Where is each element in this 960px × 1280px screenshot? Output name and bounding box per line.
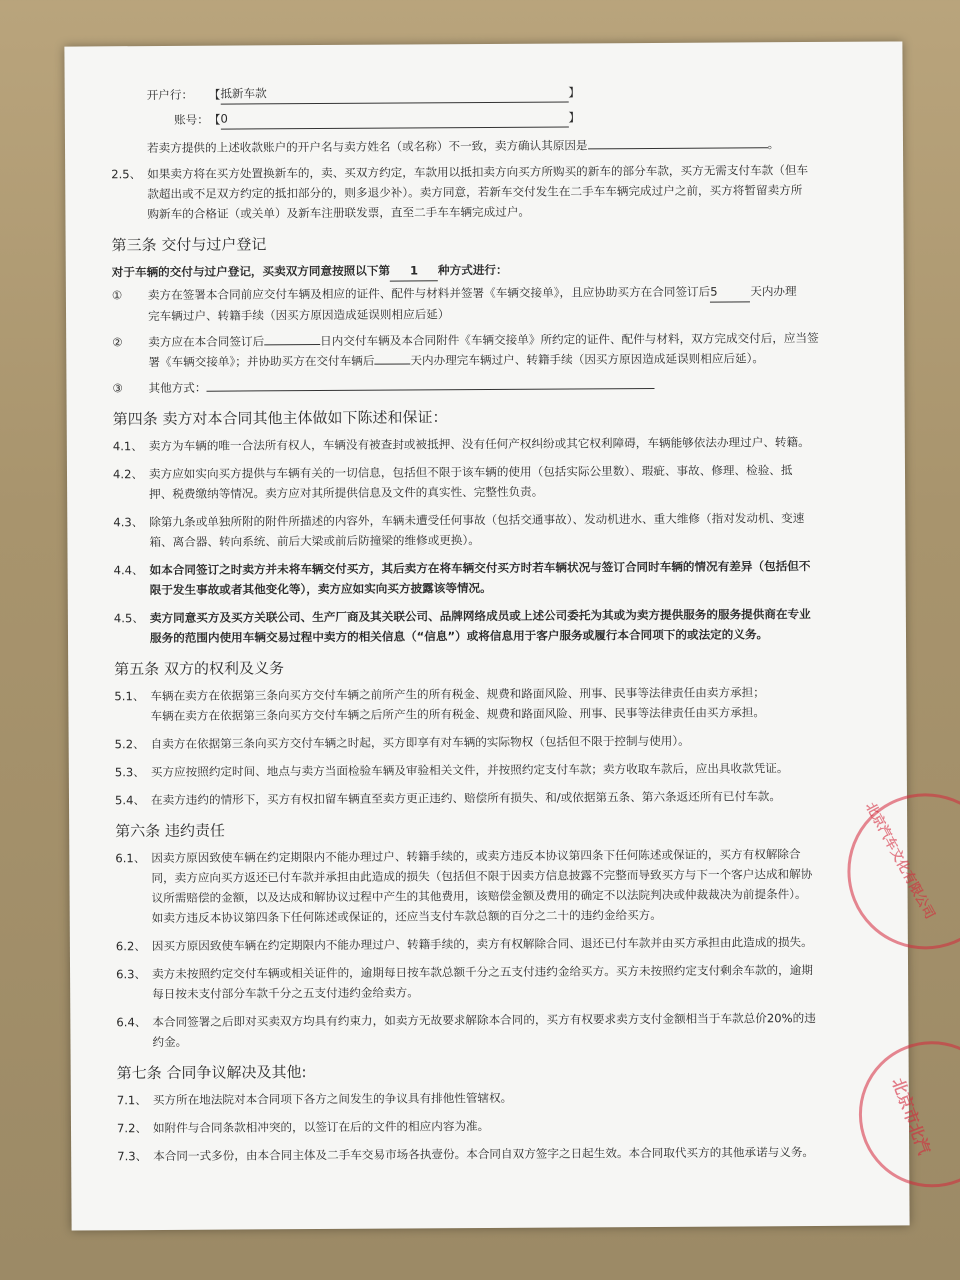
clause-number: 5.2、 — [114, 737, 145, 752]
clause-line: 买方所在地法院对本合同项下各方之间发生的争议具有排他性管辖权。 — [152, 1090, 513, 1108]
art7-clause — [117, 1114, 877, 1139]
clause-line: 自卖方在依据第三条向买方交付车辆之时起，买方即享有对车辆的实际物权（包括但不限于控制与使用）。 — [150, 733, 690, 752]
clause-text — [151, 786, 875, 810]
clause-text — [149, 460, 873, 504]
clause-number: 6.1、 — [115, 851, 146, 866]
contract-content — [111, 80, 878, 1175]
company-seal: 北京汽车文化有限公司 — [847, 793, 960, 950]
art4-clause — [114, 556, 874, 601]
clause-line: 如卖方违反本协议第四条下任何陈述或保证的，还应当支付车款总额的百分之二十的违约金给买方。 — [151, 907, 662, 926]
article-4-title: 第四条 卖方对本合同其他主体做如下陈述和保证： — [112, 408, 448, 429]
mismatch-line: 若卖方提供的上述收款账户的开户名与卖方姓名（或名称）不一致，卖方确认其原因是 。 — [146, 137, 780, 156]
clause-text — [149, 432, 873, 456]
art4-clause — [114, 604, 874, 649]
option-2: ② 卖方应在本合同签订后 日内交付车辆及本合同附件《车辆交接单》所约定的证件、配件与材料，双方完成交付后，应当签 署《车辆交接单》；并协助买方在交付车辆后 天内办理完车辆过户、转籍手续（因买方原因造成延误则相应后延）。 — [112, 330, 819, 370]
account-left-bracket: 【 — [208, 112, 221, 127]
clause-line: 约金。 — [152, 1034, 188, 1050]
clause-line: 议所需赔偿的金额，以及达成和解协议过程中产生的其他费用，该赔偿金额及费用的确定不以法院判决或仲裁裁决为前提条件）。 — [151, 887, 807, 906]
clause-line: 卖方同意买方及买方关联公司、生产厂商及其关联公司、品牌网络成员或上述公司委托为其或为卖方提供服务的服务提供商在专业 — [149, 607, 811, 626]
clause-number: 4.2、 — [112, 467, 144, 482]
clause-text — [152, 932, 876, 956]
clause-line: 同，卖方应向买方返还已付车款并承担由此造成的损失（包括但不限于因卖方信息披露不完整而导致买方与下一个客户达成和解协 — [151, 867, 813, 886]
clause-number: 7.2、 — [116, 1121, 148, 1136]
clause-number: 4.3、 — [113, 515, 144, 530]
clause-number: 5.1、 — [114, 689, 145, 704]
clause-text — [149, 508, 873, 552]
clause-text — [153, 1086, 877, 1110]
article-5-title: 第五条 双方的权利及义务 — [114, 659, 285, 679]
bank-field — [147, 80, 871, 105]
art6-clause — [115, 844, 875, 929]
clause-text — [152, 1008, 876, 1052]
option-1-days: 5 — [710, 281, 750, 302]
clause-line: 卖方为车辆的唯一合法所有权人，车辆没有被查封或被抵押、没有任何产权纠纷或其它权利障碍，车辆能够依法办理过户、转籍。 — [148, 435, 810, 454]
art5-clause — [115, 786, 875, 811]
clause-line: 车辆在卖方在依据第三条向买方交付车辆之后所产生的所有税金、规费和路面风险、刑事、民事等法律责任由买方承担。 — [150, 705, 765, 724]
clause-line: 每日按未支付部分车款千分之五支付违约金给卖方。 — [152, 985, 419, 1002]
article-3-title: 第三条 交付与过户登记 — [111, 235, 267, 255]
art5-clause — [115, 758, 875, 783]
bank-right-bracket: 】 — [568, 84, 580, 99]
clause-text — [152, 960, 876, 1004]
clause-number: 5.3、 — [114, 765, 145, 780]
clause-text — [151, 730, 875, 754]
art4-clause — [113, 508, 873, 553]
contract-page — [64, 41, 938, 1230]
bank-left-bracket: 【 — [208, 87, 221, 102]
clause-line: 除第九条或单独所附的附件所描述的内容外，车辆未遭受任何事故（包括交通事故）、发动机进水、重大维修（指对发动机、变速 — [149, 511, 805, 530]
art6-clause — [116, 1008, 876, 1053]
clause-number: 6.2、 — [115, 939, 146, 954]
delivery-method-choice: 1 — [390, 260, 438, 281]
art6-clause — [116, 932, 876, 957]
clause-text — [153, 1142, 877, 1166]
clause-line: 本合同一式多份，由本合同主体及二手车交易市场各执壹份。本合同自双方签字之日起生效。本合同取代买方的其他承诺与义务。 — [153, 1145, 815, 1164]
article-3-intro: 对于车辆的交付与过户登记，买卖双方同意按照以下第 1 种方式进行： — [112, 258, 872, 284]
clause-number: 7.1、 — [116, 1093, 147, 1108]
clause-2-5: 2.5、 如果卖方将在买方处置换新车的，卖、买双方约定，车款用以抵扣卖方向买方所购买的新车的部分车款，买方无需支付车款（但车 款超出或不足双方约定的抵扣部分的，则多退少补）。卖方同意，若新车交付发生在二手车车辆完成过户之前，买方将暂留卖方所 购新车的合格证（或关单）及新车注册联发票，直至二手车车辆完成过户。 — [111, 163, 809, 222]
clause-text — [151, 844, 875, 928]
clause-line: 限于发生事故或者其他变化等），卖方应如实向买方披露该等情况。 — [149, 580, 492, 598]
clause-text — [150, 556, 874, 600]
article-7-title: 第七条 合同争议解决及其他: — [116, 1063, 307, 1083]
clause-number: 4.1、 — [112, 439, 143, 454]
account-right-bracket: 】 — [568, 109, 581, 124]
art5-clause — [114, 682, 874, 727]
clause-line: 在卖方违约的情形下，买方有权扣留车辆直至卖方更正违约、赔偿所有损失、和/或依据第五条、第六条返还所有已付车款。 — [150, 789, 782, 808]
article-6-title: 第六条 违约责任 — [115, 821, 226, 841]
account-value: 0 — [220, 106, 568, 129]
art7-clause — [117, 1086, 877, 1111]
clause-text — [151, 758, 875, 782]
clause-line: 卖方应如实向买方提供与车辆有关的一切信息，包括但不限于该车辆的使用（包括实际公里数）、瑕疵、事故、修理、检验、抵 — [148, 463, 793, 482]
clause-number: 6.4、 — [116, 1015, 147, 1030]
article-7-items — [117, 1086, 877, 1167]
art7-clause — [117, 1142, 877, 1167]
clause-text — [150, 604, 874, 648]
account-label: 账号： — [173, 112, 209, 127]
clause-number: 6.3、 — [116, 967, 147, 982]
clause-text — [150, 682, 874, 726]
clause-line: 如附件与合同条款相冲突的，以签订在后的文件的相应内容为准。 — [152, 1118, 490, 1136]
clause-line: 如本合同签订之时卖方并未将车辆交付买方，其后卖方在将车辆交付买方时若车辆状况与签订合同时车辆的情况有差异（包括但不 — [149, 559, 811, 578]
clause-line: 箱、离合器、转向系统、前后大梁或前后防撞梁的维修或更换）。 — [149, 533, 480, 550]
bank-value: 抵新车款 — [220, 81, 568, 104]
clause-line: 服务的范围内使用车辆交易过程中卖方的相关信息（“信息”）或将信息用于客户服务或履行本合同项下的或法定的义务。 — [149, 627, 769, 646]
clause-line: 买方应按照约定时间、地点与卖方当面检验车辆及审验相关文件，并按照约定支付车款；卖方收取车款后，应出具收款凭证。 — [150, 761, 789, 780]
art4-clause — [113, 432, 873, 457]
clause-number: 7.3、 — [117, 1149, 148, 1164]
clause-number: 4.4、 — [113, 563, 144, 578]
clause-line: 押、税费缴纳等情况。卖方应对其所提供信息及文件的真实性、完整性负责。 — [149, 484, 544, 502]
art5-clause — [115, 730, 875, 755]
clause-line: 因买方原因致使车辆在约定期限内不能办理过户、转籍手续的，卖方有权解除合同、退还已付车款并由买方承担由此造成的损失。 — [151, 935, 813, 954]
article-5-items — [114, 682, 875, 811]
option-3: ③ 其他方式： — [112, 374, 872, 399]
clause-line: 本合同签署之后即对买卖双方均具有约束力，如卖方无故要求解除本合同的，买方有权要求卖方支付金额相当于车款总价20%的违 — [152, 1010, 816, 1030]
clause-number: 5.4、 — [114, 793, 146, 808]
article-4-items — [113, 432, 874, 649]
clause-number: 4.5、 — [113, 611, 144, 626]
bank-label: 开户行： — [146, 87, 194, 102]
market-seal: 北京市北汽 — [858, 1041, 960, 1188]
account-field — [147, 105, 871, 130]
clause-line: 车辆在卖方在依据第三条向买方交付车辆之前所产生的所有税金、规费和路面风险、刑事、民事等法律责任由卖方承担； — [150, 685, 765, 704]
option-1: ① 卖方在签署本合同前应交付车辆及相应的证件、配件与材料并签署《车辆交接单》，且应协助买方在合同签订后5 天内办理 完车辆过户、转籍手续（因买方原因造成延误则相应后延） — [112, 281, 872, 327]
art6-clause — [116, 960, 876, 1005]
clause-text — [153, 1114, 877, 1138]
clause-line: 因卖方原因致使车辆在约定期限内不能办理过户、转籍手续的，或卖方违反本协议第四条下任何陈述或保证的，买方有权解除合 — [151, 847, 801, 866]
article-6-items — [115, 844, 876, 1053]
clause-line: 卖方未按照约定交付车辆或相关证件的，逾期每日按车款总额千分之五支付违约金给买方。买方未按照约定支付剩余车款的，逾期 — [152, 963, 813, 982]
art4-clause — [113, 460, 873, 505]
